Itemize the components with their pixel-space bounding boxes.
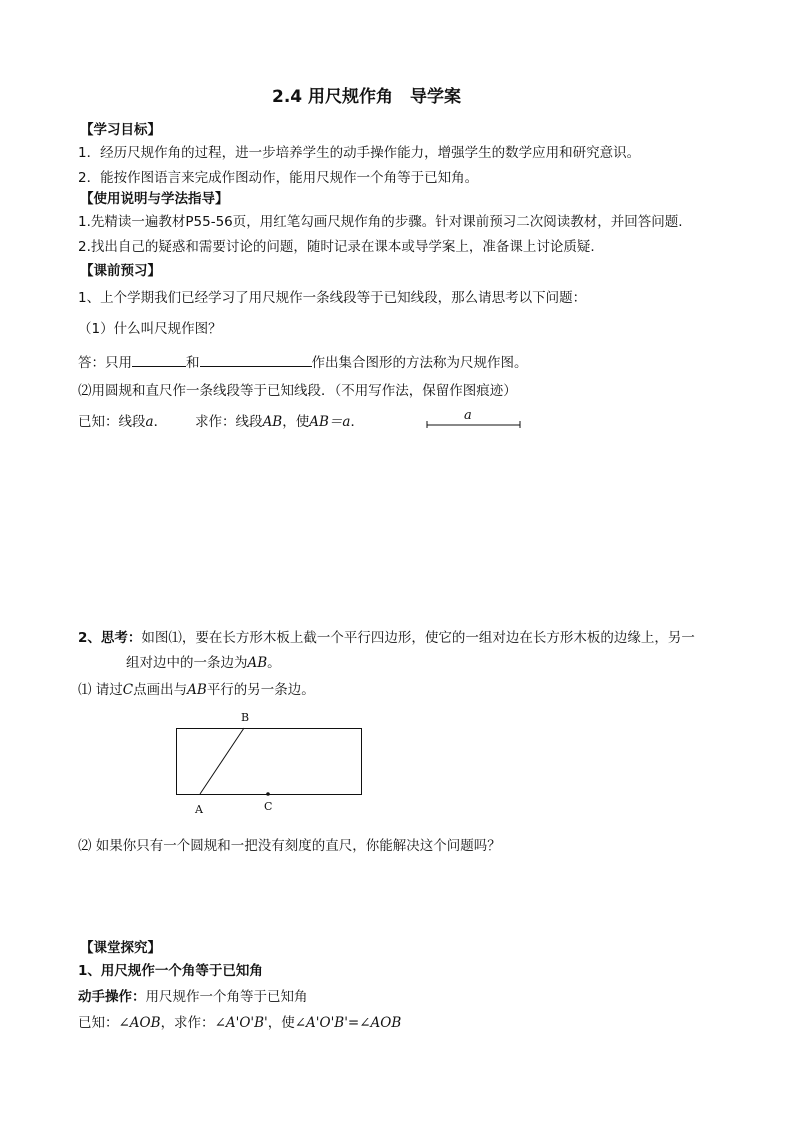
point-c — [266, 792, 270, 796]
guide-item: 2.找出自己的疑惑和需要讨论的问题，随时记录在课本或导学案上，准备课上讨论质疑. — [78, 239, 595, 255]
preview-question-2 — [78, 629, 695, 647]
guide-heading: 【使用说明与学法指导】 — [80, 191, 229, 207]
angle-find-label: ，求作： — [160, 1015, 215, 1031]
hands-on-line — [78, 988, 308, 1006]
goals-heading: 【学习目标】 — [80, 122, 161, 138]
find-seg: AB — [262, 414, 283, 430]
q2-1-mid: 点画出与 — [133, 682, 188, 698]
known-label: 已知：线段 — [78, 414, 146, 430]
preview-question-2-cont — [126, 654, 281, 672]
q2-1-end: 平行的另一条边。 — [206, 682, 315, 698]
preview-question-1: 1、上个学期我们已经学习了用尺规作一条线段等于已知线段，那么请思考以下问题： — [78, 290, 587, 306]
answer-line — [78, 352, 528, 372]
find-mid: ，使 — [282, 414, 310, 430]
q2-cont-text: 组对边中的一条边为 — [126, 655, 248, 671]
segment-a-figure — [420, 402, 530, 432]
find-end: ． — [350, 414, 364, 430]
segment-a-label: a — [464, 408, 472, 423]
answer-blank-2[interactable] — [200, 352, 312, 367]
known-find-line — [78, 413, 364, 431]
preview-question-2-1 — [78, 681, 315, 699]
q2-cont-var: AB — [247, 655, 268, 671]
segment-ab — [200, 728, 244, 794]
page-title: 2.4 用尺规作角 导学案 — [272, 87, 462, 107]
label-a: A — [195, 803, 203, 816]
preview-question-1-1: （1）什么叫尺规作图？ — [78, 321, 222, 337]
q2-label: 2、思考： — [78, 630, 142, 646]
explore-heading: 【课堂探究】 — [80, 940, 161, 956]
answer-prefix: 答：只用 — [78, 355, 132, 371]
hands-on-label: 动手操作： — [78, 989, 146, 1005]
goal-item: 1．经历尺规作角的过程，进一步培养学生的动手操作能力，增强学生的数学应用和研究意识。 — [78, 145, 641, 161]
q2-cont-end: 。 — [267, 655, 281, 671]
goal-item: 2．能按作图语言来完成作图动作，能用尺规作一个角等于已知角。 — [78, 170, 479, 186]
answer-blank-1[interactable] — [132, 352, 186, 367]
angle-aob: ∠AOB — [118, 1015, 161, 1031]
q2-1-pre: ⑴ 请过 — [78, 682, 123, 698]
angle-known-label: 已知： — [78, 1015, 119, 1031]
angle-equation: ∠A'O'B'=∠AOB — [294, 1015, 402, 1031]
angle-find-sep: ，使 — [267, 1015, 295, 1031]
known-var: a — [145, 414, 154, 430]
angle-known-find-line — [78, 1014, 401, 1032]
find-eq: AB＝a — [309, 414, 351, 430]
label-c: C — [264, 800, 273, 813]
q2-1-ab: AB — [187, 682, 207, 698]
explore-subheading: 1、用尺规作一个角等于已知角 — [78, 963, 263, 979]
hands-on-text: 用尺规作一个角等于已知角 — [145, 989, 308, 1005]
known-end: ． — [153, 414, 168, 430]
answer-suffix: 作出集合图形的方法称为尺规作图。 — [311, 355, 528, 371]
angle-a1o1b1: ∠A'O'B' — [214, 1015, 268, 1031]
q2-1-c: C — [122, 682, 134, 698]
preview-heading: 【课前预习】 — [80, 263, 161, 279]
answer-mid: 和 — [186, 355, 200, 371]
q2-text: 如图⑴，要在长方形木板上截一个平行四边形，使它的一组对边在长方形木板的边缘上，另一 — [141, 630, 695, 646]
label-b: B — [241, 711, 250, 724]
preview-question-2-2: ⑵ 如果你只有一个圆规和一把没有刻度的直尺，你能解决这个问题吗？ — [78, 838, 501, 854]
preview-question-1-2: ⑵用圆规和直尺作一条线段等于已知线段．（不用写作法，保留作图痕迹） — [78, 383, 517, 399]
board-rectangle — [177, 729, 362, 795]
rectangle-board-figure — [166, 706, 372, 818]
find-label: 求作：线段 — [195, 414, 263, 430]
guide-item: 1.先精读一遍教材P55-56页，用红笔勾画尺规作角的步骤。针对课前预习二次阅读教材，并回答问题. — [78, 214, 683, 230]
